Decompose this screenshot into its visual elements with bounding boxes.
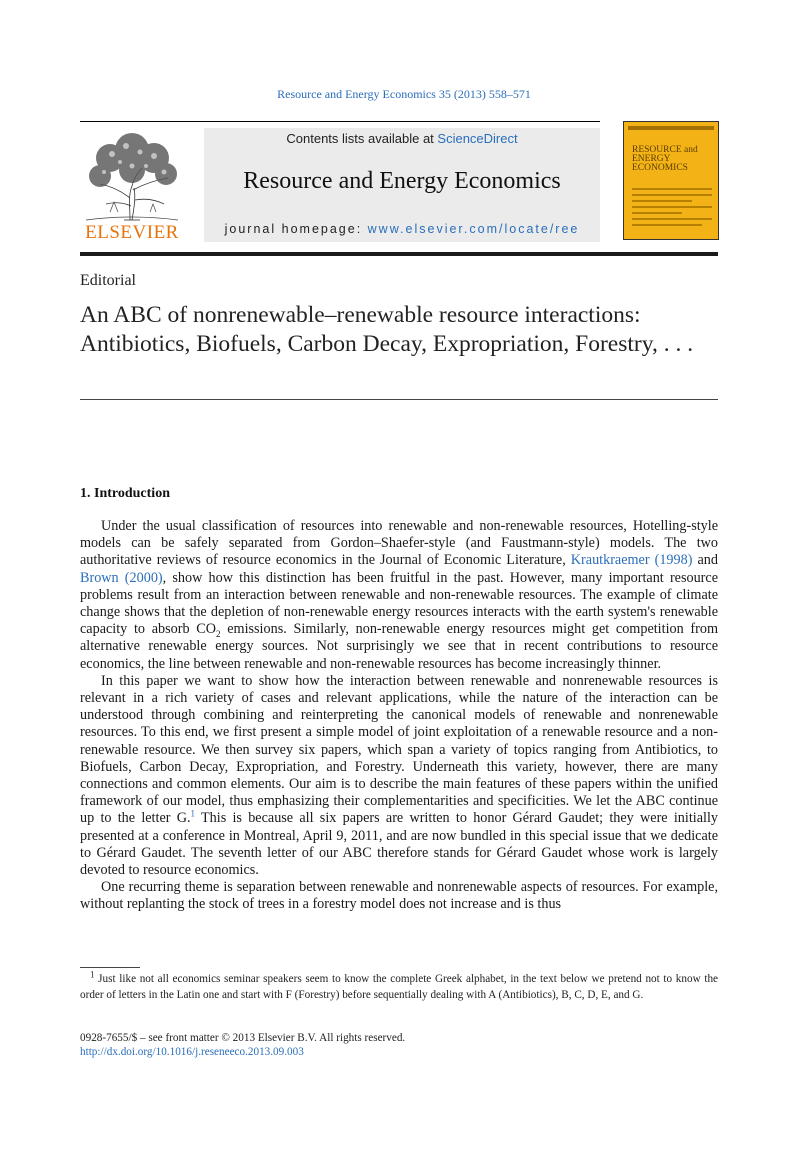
p1-text-b: and bbox=[692, 552, 718, 569]
paragraph-3: One recurring theme is separation between renewable and nonrenewable aspects of resources. For example, without replanting the stock of trees in a forestry model does not increase and is thus bbox=[80, 879, 718, 913]
homepage-prefix: journal homepage: bbox=[224, 222, 368, 236]
sciencedirect-link[interactable]: ScienceDirect bbox=[437, 131, 518, 146]
header-rule-top bbox=[80, 121, 600, 122]
footnote-1 bbox=[80, 969, 718, 1003]
journal-cover-thumbnail[interactable] bbox=[623, 121, 719, 240]
paragraph-1 bbox=[80, 518, 718, 673]
p2-text-a: In this paper we want to show how the interaction between renewable and nonrenewable resources is relevant in a rich variety of cases and relevant applications, while the nature of the interaction can be understood through combining and reinterpreting the canonical models of renewable and nonrenewable resources. To this end, we first present a simple model of joint exploitation of a renewable resource and a non-renewable resource. We then survey six papers, which span a variety of topics ranging from Antibiotics, to Biofuels, Carbon Decay, Expropriation, and Forestry. Underneath this variety, however, there are many connections and common elements. Our aim is to describe the main features of these papers within the unified framework of our model, thus emphasizing their complementarities and specificities. We let the ABC continue up to the letter G. bbox=[80, 672, 718, 827]
footnote-mark: 1 bbox=[90, 969, 95, 980]
footnote-text: Just like not all economics seminar speakers seem to know the complete Greek alphabet, in the text below we pretend not to know the order of letters in the Latin one and start with F (Forestry) before sequentially dealing with A (Antibiotics), B, C, D, E, and G. bbox=[80, 973, 718, 1001]
footnote-ref-1[interactable]: 1 bbox=[190, 808, 196, 819]
p1-text-c: , show how this distinction has been fruitful in the past. However, many important resource problems result from an interaction between renewable and non-renewable resources. The example of climate change shows that the depletion of non-renewable energy resources interacts with the earth system's renewable capacity to absorb CO bbox=[80, 569, 718, 638]
footnote-rule bbox=[80, 967, 140, 968]
article-body bbox=[80, 518, 718, 914]
journal-name: Resource and Energy Economics bbox=[243, 168, 561, 194]
cover-contents-lines bbox=[632, 188, 712, 230]
p1-text-a: Under the usual classification of resources into renewable and non-renewable resources, Hotelling-style models can be safely separated from Gordon–Shaefer-style (and Faustmann-style) models. The two authoritative reviews of resource economics in the Journal of Economic Literature, bbox=[80, 518, 718, 569]
journal-homepage-line bbox=[204, 222, 600, 236]
p2-text-b: This is because all six papers are written to honor Gérard Gaudet; they were initially presented at a conference in Montreal, April 9, 2011, and are now bundled in this special issue that we dedicate to Gérard Gaudet. The seventh letter of our ABC therefore stands for Gérard Gaudet whose work is largely devoted to resource economics. bbox=[80, 810, 718, 879]
ref-brown-2000[interactable]: Brown (2000) bbox=[80, 569, 163, 586]
co2-subscript: 2 bbox=[216, 629, 221, 640]
p1-text-d: emissions. Similarly, non-renewable energy resources might get competition from alternative renewable energy sources. Not surprisingly we see that in recent contributions to resource economics, the line between renewable and non-renewable resources has become increasingly thinner. bbox=[80, 621, 718, 672]
article-section-label: Editorial bbox=[80, 272, 136, 289]
doi-link[interactable]: http://dx.doi.org/10.1016/j.reseneeco.2013.09.003 bbox=[80, 1046, 304, 1058]
header-rule-thick bbox=[80, 252, 718, 256]
article-title: An ABC of nonrenewable–renewable resource interactions: Antibiotics, Biofuels, Carbon Decay, Expropriation, Forestry, . . . bbox=[80, 302, 694, 357]
journal-homepage-link[interactable]: www.elsevier.com/locate/ree bbox=[367, 222, 580, 236]
copyright-line: 0928-7655/$ – see front matter © 2013 Elsevier B.V. All rights reserved. bbox=[80, 1032, 406, 1044]
title-rule bbox=[80, 399, 718, 400]
journal-citation-line[interactable]: Resource and Energy Economics 35 (2013) 558–571 bbox=[277, 87, 531, 101]
paragraph-2 bbox=[80, 673, 718, 879]
contents-prefix: Contents lists available at bbox=[286, 131, 438, 146]
contents-available-line bbox=[204, 131, 600, 146]
cover-title: RESOURCE and ENERGY ECONOMICS bbox=[632, 145, 698, 173]
ref-krautkraemer-1998[interactable]: Krautkraemer (1998) bbox=[570, 552, 693, 569]
cover-top-bar bbox=[628, 126, 714, 130]
journal-header-box bbox=[204, 128, 600, 242]
section-heading-introduction: 1. Introduction bbox=[80, 486, 170, 501]
elsevier-wordmark: ELSEVIER bbox=[85, 222, 179, 243]
